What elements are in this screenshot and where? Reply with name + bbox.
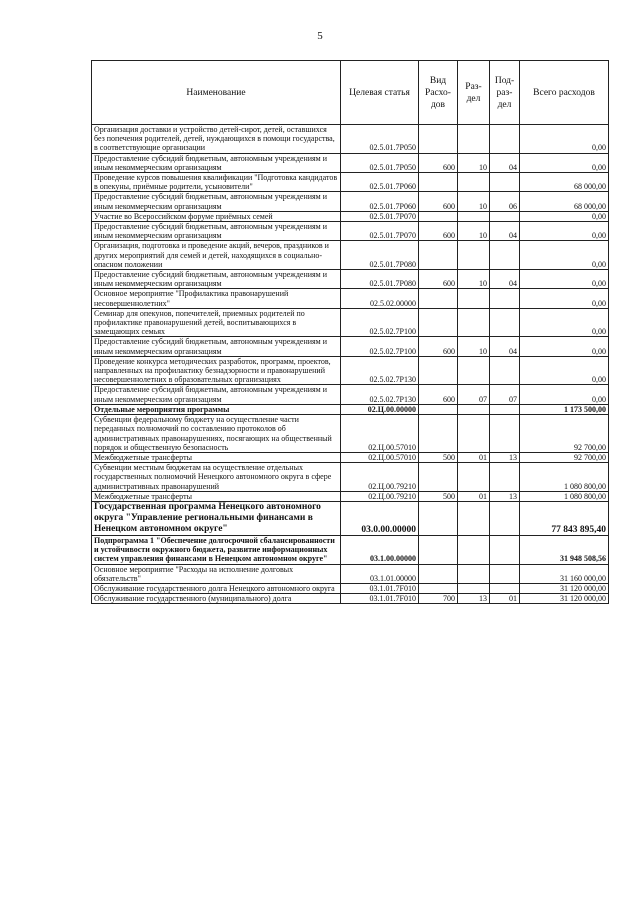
cell-podrazdel: 07 [490, 385, 520, 404]
cell-name: Предоставление субсидий бюджетным, автономным учреждениям и иным некоммерческим организациям [92, 270, 341, 289]
cell-razdel: 13 [458, 594, 490, 604]
cell-razdel: 10 [458, 153, 490, 172]
cell-podrazdel [490, 415, 520, 453]
cell-podrazdel: 04 [490, 222, 520, 241]
cell-name: Предоставление субсидий бюджетным, автономным учреждениям и иным некоммерческим организациям [92, 337, 341, 356]
cell-code: 03.1.01.7F010 [341, 594, 419, 604]
table-row [92, 594, 609, 604]
cell-razdel [458, 501, 490, 535]
cell-vid: 500 [419, 452, 458, 462]
cell-podrazdel: 04 [490, 337, 520, 356]
table-row [92, 153, 609, 172]
cell-razdel: 01 [458, 452, 490, 462]
cell-total: 31 948 508,56 [520, 535, 609, 564]
cell-name: Организация, подготовка и проведение акций, вечеров, праздников и других мероприятий для семей и детей, находящихся в социально-опасном положении [92, 241, 341, 270]
table-row [92, 491, 609, 501]
cell-vid [419, 535, 458, 564]
cell-total: 0,00 [520, 308, 609, 337]
table-row [92, 415, 609, 453]
cell-podrazdel: 01 [490, 594, 520, 604]
table-row [92, 211, 609, 221]
cell-vid [419, 501, 458, 535]
cell-razdel: 10 [458, 192, 490, 211]
cell-podrazdel [490, 535, 520, 564]
cell-code: 03.1.01.7F010 [341, 583, 419, 593]
cell-vid [419, 173, 458, 192]
cell-vid [419, 564, 458, 583]
cell-total: 0,00 [520, 385, 609, 404]
cell-razdel [458, 289, 490, 308]
cell-vid: 600 [419, 222, 458, 241]
cell-total: 92 700,00 [520, 452, 609, 462]
cell-code: 03.1.00.00000 [341, 535, 419, 564]
cell-name: Предоставление субсидий бюджетным, автономным учреждениям и иным некоммерческим организациям [92, 222, 341, 241]
table-row [92, 356, 609, 385]
cell-total: 68 000,00 [520, 173, 609, 192]
cell-code: 03.1.01.00000 [341, 564, 419, 583]
cell-razdel [458, 564, 490, 583]
table-row [92, 501, 609, 535]
table-row [92, 222, 609, 241]
cell-vid [419, 308, 458, 337]
cell-razdel [458, 535, 490, 564]
cell-name: Проведение конкурса методических разработок, программ, проектов, направленных на профилактику безнадзорности и правонарушений несовершеннолетних в образовательных организациях [92, 356, 341, 385]
cell-razdel: 10 [458, 222, 490, 241]
cell-vid [419, 211, 458, 221]
cell-vid: 600 [419, 270, 458, 289]
cell-code: 03.0.00.00000 [341, 501, 419, 535]
cell-podrazdel [490, 501, 520, 535]
cell-razdel [458, 463, 490, 492]
table-row [92, 583, 609, 593]
cell-code: 02.5.01.7Р070 [341, 222, 419, 241]
cell-razdel [458, 356, 490, 385]
cell-podrazdel: 04 [490, 153, 520, 172]
table-row [92, 125, 609, 154]
header-vid: Вид Расхо- дов [419, 61, 458, 125]
cell-razdel [458, 415, 490, 453]
cell-razdel: 10 [458, 337, 490, 356]
cell-podrazdel [490, 308, 520, 337]
cell-vid [419, 125, 458, 154]
cell-razdel: 01 [458, 491, 490, 501]
cell-code: 02.5.02.7Р100 [341, 337, 419, 356]
table-row [92, 337, 609, 356]
table-row [92, 535, 609, 564]
table-row [92, 241, 609, 270]
cell-vid [419, 463, 458, 492]
cell-name: Предоставление субсидий бюджетным, автономным учреждениям и иным некоммерческим организациям [92, 385, 341, 404]
table-row [92, 289, 609, 308]
cell-podrazdel [490, 356, 520, 385]
cell-total: 0,00 [520, 337, 609, 356]
cell-vid: 600 [419, 385, 458, 404]
cell-code: 02.5.01.7Р050 [341, 153, 419, 172]
cell-razdel [458, 173, 490, 192]
cell-name: Обслуживание государственного (муниципального) долга [92, 594, 341, 604]
cell-razdel [458, 308, 490, 337]
table-row [92, 270, 609, 289]
table-row [92, 404, 609, 414]
cell-total: 31 160 000,00 [520, 564, 609, 583]
cell-code: 02.5.01.7Р080 [341, 241, 419, 270]
cell-name: Предоставление субсидий бюджетным, автономным учреждениям и иным некоммерческим организациям [92, 153, 341, 172]
cell-name: Участие во Всероссийском форуме приёмных семей [92, 211, 341, 221]
cell-podrazdel: 06 [490, 192, 520, 211]
cell-name: Проведение курсов повышения квалификации "Подготовка кандидатов в опекуны, приёмные родители, усыновители" [92, 173, 341, 192]
cell-podrazdel [490, 463, 520, 492]
cell-name: Подпрограмма 1 "Обеспечение долгосрочной сбалансированности и устойчивости окружного бюджета, развитие информационных систем управления финансами в Ненецком автономном округе" [92, 535, 341, 564]
cell-total: 31 120 000,00 [520, 583, 609, 593]
cell-name: Обслуживание государственного долга Ненецкого автономного округа [92, 583, 341, 593]
cell-podrazdel [490, 241, 520, 270]
cell-vid: 600 [419, 337, 458, 356]
cell-total: 0,00 [520, 270, 609, 289]
cell-code: 02.5.01.7Р070 [341, 211, 419, 221]
cell-code: 02.Ц.00.79210 [341, 491, 419, 501]
cell-code: 02.5.02.7Р100 [341, 308, 419, 337]
header-total: Всего расходов [520, 61, 609, 125]
cell-podrazdel [490, 125, 520, 154]
cell-name: Межбюджетные трансферты [92, 452, 341, 462]
cell-razdel [458, 404, 490, 414]
cell-total: 0,00 [520, 356, 609, 385]
cell-total: 1 080 800,00 [520, 491, 609, 501]
cell-name: Субвенции федеральному бюджету на осуществление части переданных полномочий по составлению протоколов об административных правонарушениях, посягающих на общественный порядок и общественную безопасность [92, 415, 341, 453]
cell-podrazdel: 04 [490, 270, 520, 289]
cell-code: 02.Ц.00.79210 [341, 463, 419, 492]
cell-razdel [458, 241, 490, 270]
cell-code: 02.Ц.00.00000 [341, 404, 419, 414]
cell-code: 02.5.02.00000 [341, 289, 419, 308]
cell-name: Организация доставки и устройство детей-сирот, детей, оставшихся без попечения родителей, детей, нуждающихся в помощи государства, в соответствующие организации [92, 125, 341, 154]
cell-code: 02.5.01.7Р060 [341, 173, 419, 192]
cell-razdel [458, 211, 490, 221]
cell-podrazdel: 13 [490, 452, 520, 462]
cell-total: 1 173 500,00 [520, 404, 609, 414]
table-row [92, 385, 609, 404]
cell-total: 68 000,00 [520, 192, 609, 211]
cell-code: 02.5.02.7Р130 [341, 385, 419, 404]
cell-razdel [458, 125, 490, 154]
cell-razdel: 07 [458, 385, 490, 404]
table-row [92, 564, 609, 583]
cell-vid: 500 [419, 491, 458, 501]
header-code: Целевая статья [341, 61, 419, 125]
cell-name: Семинар для опекунов, попечителей, приемных родителей по профилактике правонарушений детей, воспитывающихся в замещающих семьях [92, 308, 341, 337]
budget-table [91, 60, 609, 604]
cell-name: Государственная программа Ненецкого автономного округа "Управление региональными финансами в Ненецком автономном округе" [92, 501, 341, 535]
cell-total: 0,00 [520, 211, 609, 221]
cell-podrazdel [490, 211, 520, 221]
cell-name: Основное мероприятие "Профилактика правонарушений несовершеннолетних" [92, 289, 341, 308]
cell-vid [419, 583, 458, 593]
cell-code: 02.5.02.7Р130 [341, 356, 419, 385]
table-header-row [92, 61, 609, 125]
cell-name: Отдельные мероприятия программы [92, 404, 341, 414]
cell-total: 0,00 [520, 125, 609, 154]
cell-vid [419, 415, 458, 453]
header-name: Наименование [92, 61, 341, 125]
page-number: 5 [317, 30, 323, 42]
table-row [92, 308, 609, 337]
cell-name: Субвенции местным бюджетам на осуществление отдельных государственных полномочий Ненецкого автономного округа в сфере административных правонарушений [92, 463, 341, 492]
cell-total: 0,00 [520, 153, 609, 172]
cell-code: 02.5.01.7Р080 [341, 270, 419, 289]
header-razdel: Раз- дел [458, 61, 490, 125]
cell-podrazdel: 13 [490, 491, 520, 501]
cell-podrazdel [490, 564, 520, 583]
cell-name: Основное мероприятие "Расходы на исполнение долговых обязательств" [92, 564, 341, 583]
cell-total: 0,00 [520, 222, 609, 241]
cell-code: 02.Ц.00.57010 [341, 415, 419, 453]
cell-code: 02.Ц.00.57010 [341, 452, 419, 462]
cell-total: 1 080 800,00 [520, 463, 609, 492]
cell-code: 02.5.01.7Р050 [341, 125, 419, 154]
header-podrazdel: Под- раз- дел [490, 61, 520, 125]
cell-vid [419, 404, 458, 414]
cell-podrazdel [490, 404, 520, 414]
cell-total: 92 700,00 [520, 415, 609, 453]
table-row [92, 192, 609, 211]
table-row [92, 452, 609, 462]
cell-total: 77 843 895,40 [520, 501, 609, 535]
cell-name: Предоставление субсидий бюджетным, автономным учреждениям и иным некоммерческим организациям [92, 192, 341, 211]
cell-podrazdel [490, 173, 520, 192]
cell-razdel [458, 583, 490, 593]
cell-name: Межбюджетные трансферты [92, 491, 341, 501]
cell-podrazdel [490, 289, 520, 308]
cell-total: 31 120 000,00 [520, 594, 609, 604]
cell-code: 02.5.01.7Р060 [341, 192, 419, 211]
cell-vid: 600 [419, 192, 458, 211]
cell-vid [419, 289, 458, 308]
cell-vid: 600 [419, 153, 458, 172]
table-row [92, 463, 609, 492]
cell-vid: 700 [419, 594, 458, 604]
table-row [92, 173, 609, 192]
cell-vid [419, 241, 458, 270]
cell-podrazdel [490, 583, 520, 593]
cell-total: 0,00 [520, 289, 609, 308]
cell-total: 0,00 [520, 241, 609, 270]
cell-vid [419, 356, 458, 385]
cell-razdel: 10 [458, 270, 490, 289]
